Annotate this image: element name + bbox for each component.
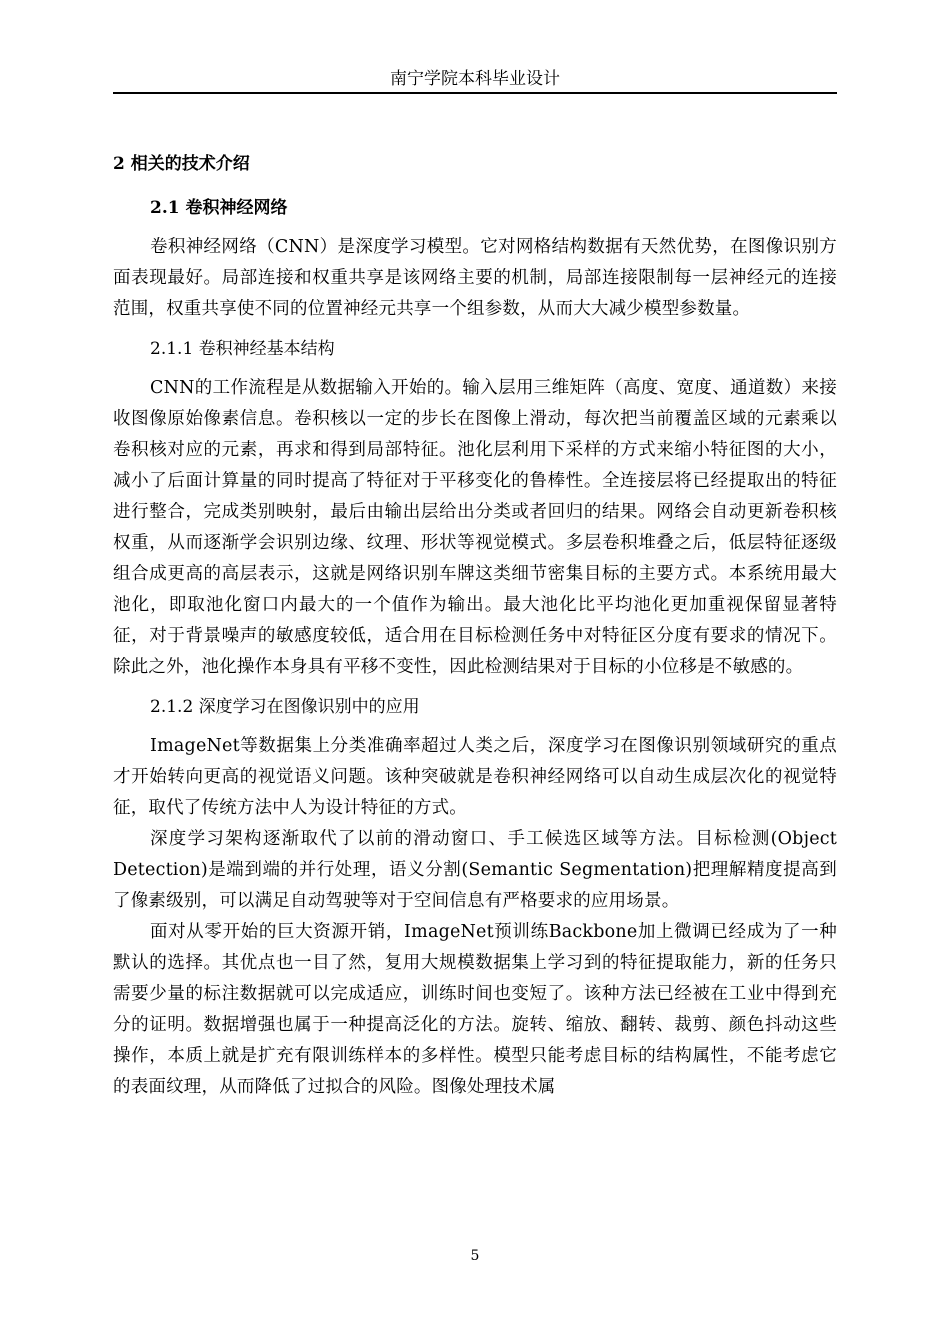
page-header: 南宁学院本科毕业设计 bbox=[113, 66, 837, 94]
intro-paragraph: 卷积神经网络（CNN）是深度学习模型。它对网格结构数据有天然优势，在图像识别方面表现最好。局部连接和权重共享是该网络主要的机制，局部连接限制每一层神经元的连接范围，权重共享使不同的位置神经元共享一个组参数，从而大大减少模型参数量。 bbox=[113, 237, 837, 319]
page-number: 5 bbox=[470, 1248, 480, 1264]
section-heading: 2 相关的技术介绍 bbox=[113, 154, 250, 174]
subsubsection-heading-1: 2.1.1 卷积神经基本结构 bbox=[150, 339, 335, 359]
application-paragraph-1: ImageNet等数据集上分类准确率超过人类之后，深度学习在图像识别领域研究的重点才开始转向更高的视觉语义问题。该种突破就是卷积神经网络可以自动生成层次化的视觉特征，取代了传统方法中人为设计特征的方式。 bbox=[113, 736, 837, 818]
structure-paragraph: CNN的工作流程是从数据输入开始的。输入层用三维矩阵（高度、宽度、通道数）来接收图像原始像素信息。卷积核以一定的步长在图像上滑动，每次把当前覆盖区域的元素乘以卷积核对应的元素，再求和得到局部特征。池化层利用下采样的方式来缩小特征图的大小，减小了后面计算量的同时提高了特征对于平移变化的鲁棒性。全连接层将已经提取出的特征进行整合，完成类别映射，最后由输出层给出分类或者回归的结果。网络会自动更新卷积核权重，从而逐渐学会识别边缘、纹理、形状等视觉模式。多层卷积堆叠之后，低层特征逐级组合成更高的高层表示，这就是网络识别车牌这类细节密集目标的主要方式。本系统用最大池化，即取池化窗口内最大的一个值作为输出。最大池化比平均池化更加重视保留显著特征，对于背景噪声的敏感度较低，适合用在目标检测任务中对特征区分度有要求的情况下。除此之外，池化操作本身具有平移不变性，因此检测结果对于目标的小位移是不敏感的。 bbox=[113, 378, 837, 677]
application-paragraph-3: 面对从零开始的巨大资源开销，ImageNet预训练Backbone加上微调已经成为了一种默认的选择。其优点也一目了然，复用大规模数据集上学习到的特征提取能力，新的任务只需要少量的标注数据就可以完成适应，训练时间也变短了。该种方法已经被在工业中得到充分的证明。数据增强也属于一种提高泛化的方法。旋转、缩放、翻转、裁剪、颜色抖动这些操作，本质上就是扩充有限训练样本的多样性。模型只能考虑目标的结构属性，不能考虑它的表面纹理，从而降低了过拟合的风险。图像处理技术属 bbox=[113, 922, 837, 1097]
application-paragraph-2: 深度学习架构逐渐取代了以前的滑动窗口、手工候选区域等方法。目标检测(Object Detection)是端到端的并行处理，语义分割(Semantic Segmentation)把理解精度提高到了像素级别，可以满足自动驾驶等对于空间信息有严格要求的应用场景。 bbox=[113, 829, 837, 911]
document-body bbox=[113, 146, 837, 1103]
subsection-heading: 2.1 卷积神经网络 bbox=[150, 198, 288, 218]
subsubsection-heading-2: 2.1.2 深度学习在图像识别中的应用 bbox=[150, 697, 420, 717]
